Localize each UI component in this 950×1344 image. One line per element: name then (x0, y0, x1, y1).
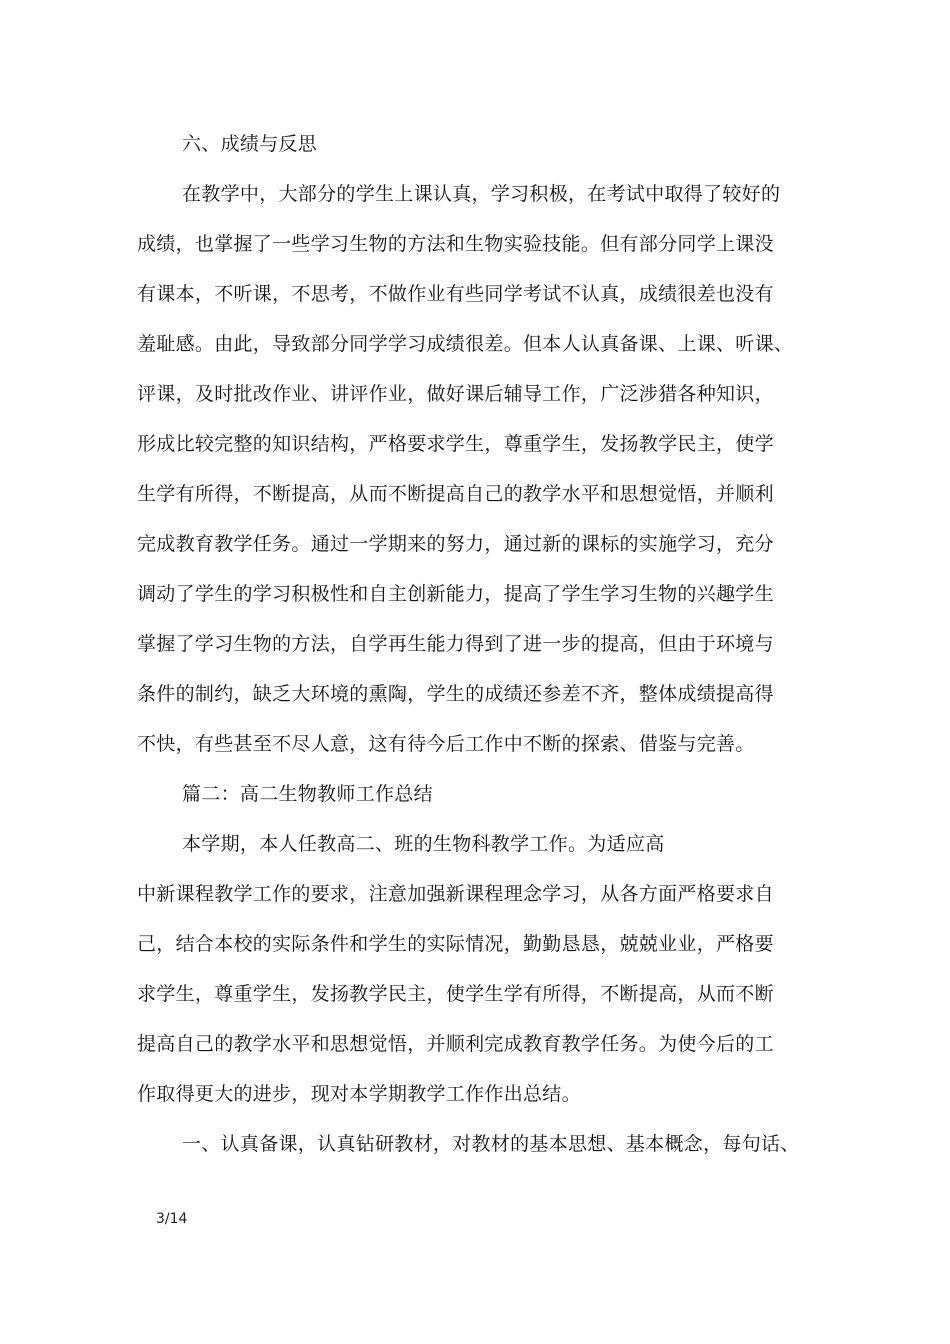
paragraph-line: 在教学中，大部分的学生上课认真，学习积极，在考试中取得了较好的 (182, 183, 781, 205)
paragraph-line: 完成教育教学任务。通过一学期来的努力，通过新的课标的实施学习，充分 (137, 533, 774, 555)
page-number: 3/14 (156, 1211, 188, 1227)
paragraph-line: 成绩，也掌握了一些学习生物的方法和生物实验技能。但有部分同学上课没 (137, 233, 774, 255)
paragraph-line: 提高自己的教学水平和思想觉悟，并顺利完成教育教学任务。为使今后的工 (137, 1033, 774, 1055)
section-heading-results-reflection: 六、成绩与反思 (182, 133, 318, 155)
paragraph-line: 不快，有些甚至不尽人意，这有待今后工作中不断的探索、借鉴与完善。 (137, 733, 755, 755)
paragraph-line: 调动了学生的学习积极性和自主创新能力，提高了学生学习生物的兴趣学生 (137, 583, 774, 605)
paragraph-line: 生学有所得，不断提高，从而不断提高自己的教学水平和思想觉悟，并顺利 (137, 483, 774, 505)
paragraph-line: 羞耻感。由此，导致部分同学学习成绩很差。但本人认真备课、上课、听课、 (137, 333, 794, 355)
section-heading-part-two: 篇二：高二生物教师工作总结 (182, 783, 433, 805)
paragraph-line: 条件的制约，缺乏大环境的熏陶，学生的成绩还参差不齐，整体成绩提高得 (137, 683, 774, 705)
paragraph-line: 评课，及时批改作业、讲评作业，做好课后辅导工作，广泛涉猎各种知识， (137, 383, 774, 405)
paragraph-line: 作取得更大的进步，现对本学期教学工作作出总结。 (137, 1083, 581, 1105)
paragraph-line: 求学生，尊重学生，发扬教学民主，使学生学有所得，不断提高，从而不断 (137, 983, 774, 1005)
paragraph-line: 有课本，不听课，不思考，不做作业有些同学考试不认真，成绩很差也没有 (137, 283, 774, 305)
paragraph-line: 掌握了学习生物的方法，自学再生能力得到了进一步的提高，但由于环境与 (137, 633, 774, 655)
paragraph-line: 本学期，本人任教高二、班的生物科教学工作。为适应高 (182, 833, 665, 855)
paragraph-line: 中新课程教学工作的要求，注意加强新课程理念学习，从各方面严格要求自 (137, 883, 774, 905)
paragraph-line: 己，结合本校的实际条件和学生的实际情况，勤勤恳恳，兢兢业业，严格要 (137, 933, 774, 955)
paragraph-line: 一、认真备课，认真钻研教材，对教材的基本思想、基本概念，每句话、 (182, 1133, 800, 1155)
paragraph-line: 形成比较完整的知识结构，严格要求学生，尊重学生，发扬教学民主，使学 (137, 433, 774, 455)
